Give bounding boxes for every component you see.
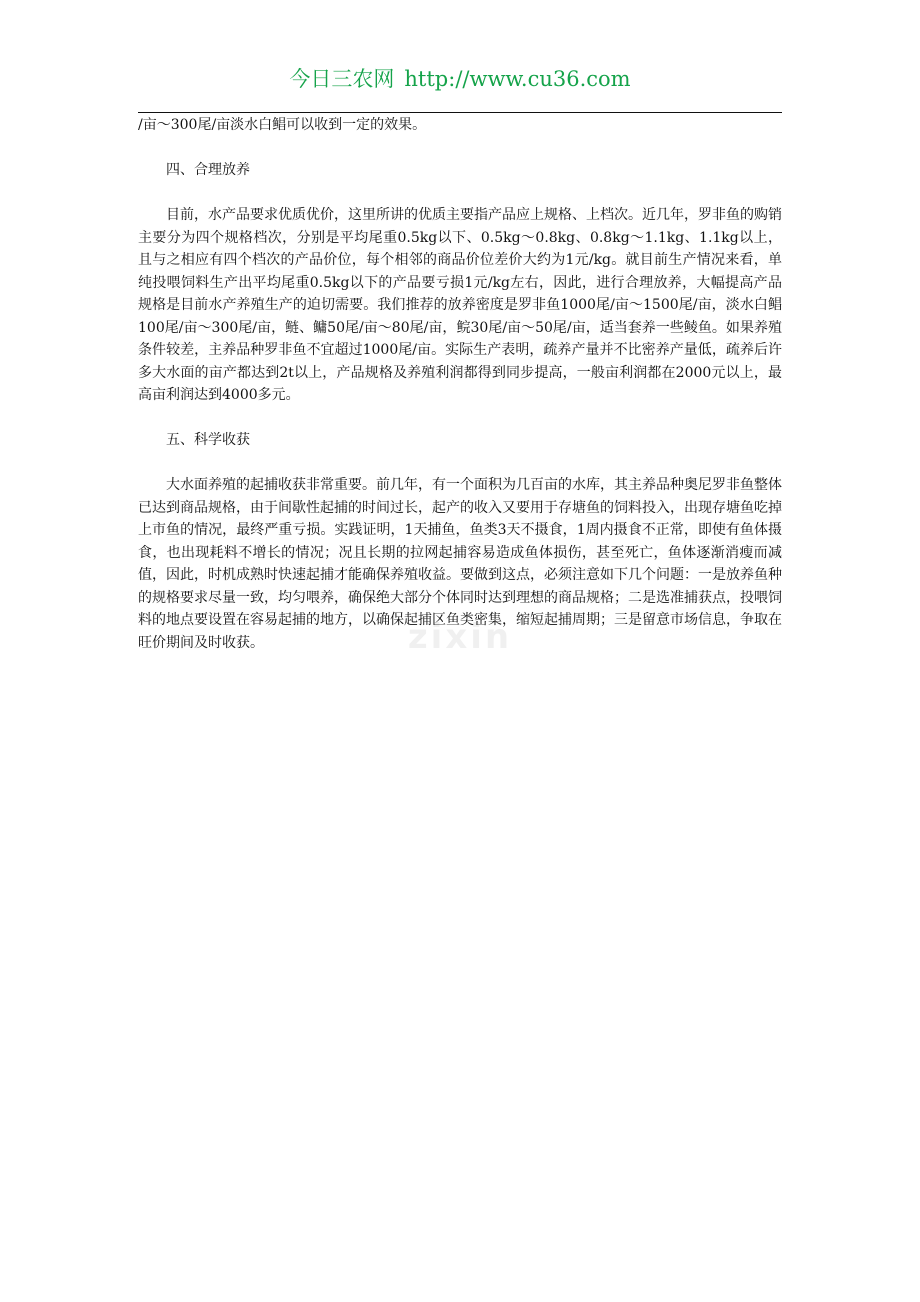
section-body-4: 目前，水产品要求优质优价，这里所讲的优质主要指产品应上规格、上档次。近几年，罗非鱼的购销主要分为四个规格档次，分别是平均尾重0.5kg以下、0.5kg～0.8kg、0.8kg～1.1kg、1.1kg以上，且与之相应有四个档次的产品价位，每个相邻的商品价位差价大约为1元/kg。就目前生产情况来看，单纯投喂饲料生产出平均尾重0.5kg以下的产品要亏损1元/kg左右，因此，进行合理放养，大幅提高产品规格是目前水产养殖生产的迫切需要。我们推荐的放养密度是罗非鱼1000尾/亩～1500尾/亩，淡水白鲳100尾/亩～300尾/亩，鲢、鳙50尾/亩～80尾/亩，鲩30尾/亩～50尾/亩，适当套养一些鲮鱼。如果养殖条件较差，主养品种罗非鱼不宜超过1000尾/亩。实际生产表明，疏养产量并不比密养产量低，疏养后许多大水面的亩产都达到2t以上，产品规格及养殖利润都得到同步提高，一般亩利润都在2000元以上，最高亩利润达到4000多元。: [138, 207, 782, 403]
section-heading-4: 四、合理放养: [166, 162, 250, 178]
article-body: [138, 114, 782, 654]
paragraph-gap: [138, 182, 782, 205]
section-body-5: 大水面养殖的起捕收获非常重要。前几年，有一个面积为几百亩的水库，其主养品种奥尼罗非鱼整体已达到商品规格，由于间歇性起捕的时间过长，起产的收入又要用于存塘鱼的饲料投入，出现存塘鱼吃掉上市鱼的情况，最终严重亏损。实践证明，1天捕鱼，鱼类3天不摄食，1周内摄食不正常，即使有鱼体摄食，也出现耗料不增长的情况；况且长期的拉网起捕容易造成鱼体损伤，甚至死亡，鱼体逐渐消瘦而减值，因此，时机成熟时快速起捕才能确保养殖收益。要做到这点，必须注意如下几个问题：一是放养鱼种的规格要求尽量一致，均匀喂养，确保绝大部分个体同时达到理想的商品规格；二是选准捕获点，投喂饲料的地点要设置在容易起捕的地方，以确保起捕区鱼类密集，缩短起捕周期；三是留意市场信息，争取在旺价期间及时收获。: [138, 477, 782, 651]
site-name: 今日三农网: [289, 67, 395, 91]
section-heading-5: 五、科学收获: [166, 432, 250, 448]
paragraph-gap: [138, 137, 782, 160]
page-header: [138, 64, 782, 94]
header-divider: [138, 112, 782, 113]
site-url-link[interactable]: http://www.cu36.com: [404, 67, 631, 91]
watermark-text: zixin: [407, 617, 513, 657]
paragraph-gap: [138, 407, 782, 430]
paragraph-gap: [138, 452, 782, 475]
intro-continuation: /亩～300尾/亩淡水白鲳可以收到一定的效果。: [138, 117, 427, 133]
